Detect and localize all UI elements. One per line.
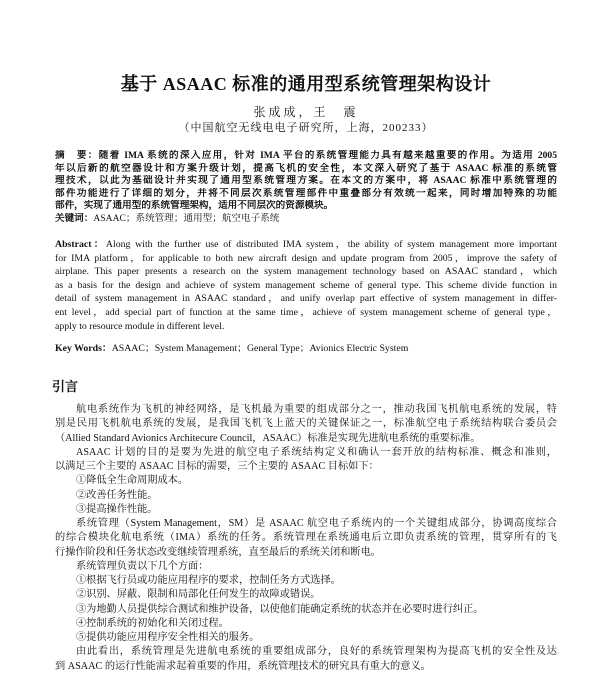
body-line: （Allied Standard Avionics Architecure Council，ASAAC）标准是实现先进航电系统的重要标准。 bbox=[55, 432, 481, 444]
abstract-cn-line: 理技术，以此为基础设计并实现了通用型系统管理方案。在本文的方案中，将 ASAAC 标准中系统管理的 bbox=[55, 175, 557, 187]
abstract-en-line bbox=[55, 238, 557, 252]
body-line: ①降低全生命周期成本。 bbox=[76, 475, 189, 487]
abstract-en-line: ent level，add special part of function at the same time，achieve of system management scheme of general type， bbox=[55, 306, 557, 318]
keywords-cn-label: 关键词： bbox=[55, 212, 94, 224]
abstract-en-label: Abstract： bbox=[55, 239, 106, 250]
body-line: ③为地勤人员提供综合测试和维护设备，以使他们能确定系统的状态并在必要时进行纠正。 bbox=[76, 603, 484, 615]
abstract-en-line: airplane. This paper presents a research on the system management technology based on ASAAC standard，which bbox=[55, 266, 557, 278]
abstract-cn-line: 部件功能进行了详细的划分，并将不同层次系统管理部件中重叠部分有效统一起来，同时增加特殊的功能 bbox=[55, 187, 557, 199]
abstract-en bbox=[55, 238, 557, 333]
section-heading: 引言 bbox=[52, 379, 79, 394]
body-line: ②改善任务性能。 bbox=[76, 489, 158, 501]
body-line: ①根据飞行员或功能应用程序的要求，控制任务方式选择。 bbox=[76, 575, 341, 586]
body-line: ⑤提供功能应用程序安全性相关的服务。 bbox=[76, 632, 260, 643]
keywords-en-text: ASAAC；System Management；General Type；Avionics Electric System bbox=[111, 343, 409, 354]
body-line: ④控制系统的初始化和关闭过程。 bbox=[76, 617, 229, 629]
abstract-cn-label: 摘 要： bbox=[55, 150, 99, 161]
abstract-en-text: Along with the further use of distributed IMA system，the ability of system management more important bbox=[105, 239, 557, 250]
abstract-cn bbox=[55, 150, 557, 226]
abstract-cn-line bbox=[55, 150, 557, 163]
body-line: ③提高操作性能。 bbox=[76, 503, 158, 515]
body-line: 系统管理（System Management，SM）是 ASAAC 航空电子系统内的一个关键组成部分，协调高度综合 bbox=[76, 518, 557, 529]
paper-title: 基于 ASAAC 标准的通用型系统管理架构设计 bbox=[120, 74, 492, 94]
body-line: 行操作阶段和任务状态改变继续管理系统，直至最后的系统关闭和断电。 bbox=[55, 546, 381, 558]
keywords-cn bbox=[55, 213, 557, 226]
body-line: 系统管理负责以下几个方面： bbox=[76, 560, 209, 572]
body-line: 到 ASAAC 的运行性能需求起着重要的作用，系统管理技术的研究具有重大的意义。 bbox=[55, 660, 431, 672]
body-text bbox=[55, 403, 557, 674]
body-line: ②识别、屏蔽、限制和局部化任何发生的故障或错误。 bbox=[76, 589, 321, 601]
body-line: 以满足三个主要的 ASAAC 目标的需要，三个主要的 ASAAC 目标如下： bbox=[55, 461, 379, 472]
body-line: 别是民用飞机航电系统的发展，是我国飞机飞上蓝天的关键保证之一，标准航空电子系统结构联合委员会 bbox=[55, 418, 557, 430]
abstract-en-line: apply to resource module in different level. bbox=[55, 320, 225, 332]
body-line: 航电系统作为飞机的神经网络，是飞机最为重要的组成部分之一，推动我国飞机航电系统的发展，特 bbox=[76, 404, 557, 415]
abstract-cn-text: 随着 IMA 系统的深入应用，针对 IMA 平台的系统管理能力具有越来越重要的作用。为适用 2005 bbox=[98, 150, 557, 161]
body-line: 的综合模块化航电系统（IMA）系统的任务。系统管理在系统通电后立即负责系统的管理，贯穿所有的飞 bbox=[55, 532, 557, 544]
abstract-cn-line: 部件，实现了通用型的系统管理架构，适用不同层次的资源模块。 bbox=[55, 200, 334, 212]
keywords-cn-text: ASAAC；系统管理；通用型；航空电子系统 bbox=[93, 212, 280, 224]
abstract-en-line: as a basis for the design and achieve of system management scheme of general type. This scheme divide function in bbox=[55, 279, 557, 291]
authors: 张成成，王 震 bbox=[253, 105, 359, 119]
abstract-en-line: detail of system management in ASAAC standard，and unify overlap part effective of system management in differ- bbox=[55, 293, 557, 305]
keywords-en bbox=[55, 340, 557, 354]
body-line: 由此看出，系统管理是先进航电系统的重要组成部分，良好的系统管理架构为提高飞机的安全性及达 bbox=[76, 646, 557, 658]
abstract-cn-line: 年以后新的航空器设计和方案升级计划，提高飞机的安全性，本文深入研究了基于 ASAAC 标准的系统管 bbox=[55, 162, 557, 174]
abstract-en-line: for IMA platform，for applicable to both new aircraft design and update program from 2005，improve the safety of bbox=[55, 252, 557, 264]
affiliation: （中国航空无线电电子研究所，上海，200233） bbox=[178, 122, 434, 134]
body-line: ASAAC 计划的目的是要为先进的航空电子系统结构定义和确认一套开放的结构标准、概念和准则， bbox=[76, 446, 557, 458]
keywords-en-label: Key Words： bbox=[55, 343, 112, 354]
